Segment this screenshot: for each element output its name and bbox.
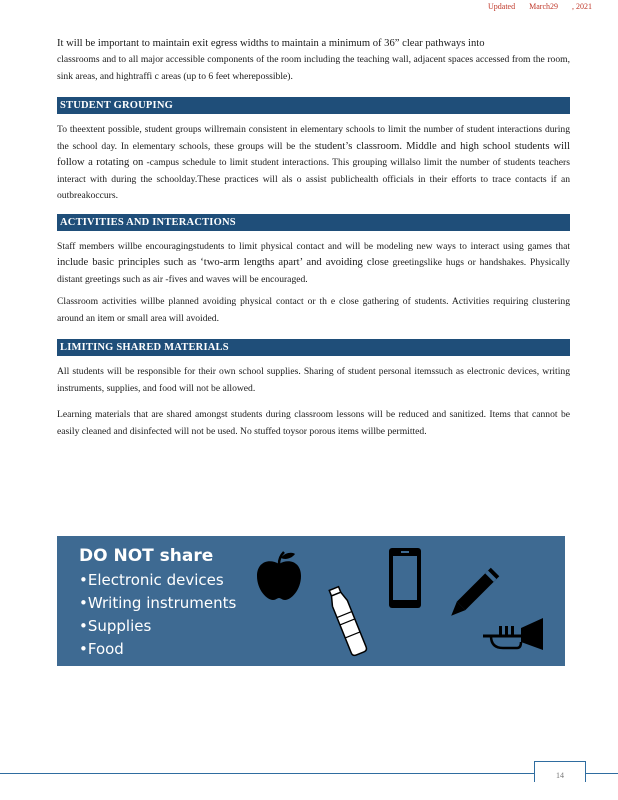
sg-text-1: To theextent possible, student groups willremain consistent in elementary schools to limit the number of student interactions during the school day. In elementary schools, these groups will be the	[57, 124, 570, 152]
sg-text-emph: student’s classroom. Middle and high school students will follow a rotating on	[57, 140, 571, 168]
updated-date	[488, 2, 592, 11]
water-bottle-icon	[325, 582, 369, 660]
do-not-share-banner	[57, 536, 565, 666]
act-text-1: Staff members willbe encouragingstudents to limit physical contact and will be modeling new ways to interact using games that	[57, 240, 570, 252]
sg-text-rest: -campus schedule to limit student interactions. This grouping willalso limit the number of students teachers interact with during the schoolday.These practices will als o assist publichealth officials in their efforts to trace contacts if an outbreakoccurs.	[57, 157, 570, 201]
student-grouping-paragraph	[57, 122, 570, 205]
act-text-emph: include basic principles such as ‘two-arm lengths apart’ and avoiding close	[57, 257, 389, 268]
intro-line2: classrooms and to all major accessible components of the room including the teaching wall, adjacent spaces accessed from the room, sink areas, and hightraffi c areas (up to 6 feet wherepossible).	[57, 54, 570, 82]
banner-title: DO NOT share	[79, 546, 214, 566]
limiting-paragraph-2: Learning materials that are shared amongst students during classroom lessons will be reduced and sanitized. Items that cannot be easily cleaned and disinfected will not be used. No stuffed toysor porous items willbe permitted.	[57, 409, 570, 437]
section-heading-limiting: LIMITING SHARED MATERIALS	[57, 339, 570, 356]
banner-item-food: • Food	[79, 638, 236, 661]
trumpet-icon	[481, 616, 547, 652]
phone-icon	[387, 546, 423, 610]
section-heading-activities: ACTIVITIES AND INTERACTIONS	[57, 214, 570, 231]
banner-item-supplies: • Supplies	[79, 615, 236, 638]
activities-paragraph-1	[57, 239, 570, 289]
updated-year: , 2021	[572, 2, 592, 11]
document-body	[57, 36, 570, 440]
updated-month-day: March29	[529, 2, 558, 11]
page-number-box	[534, 761, 586, 782]
apple-icon	[255, 550, 303, 602]
page-number: 14	[556, 771, 564, 780]
intro-line1: It will be important to maintain exit egress widths to maintain a minimum of 36” clear pathways into	[57, 38, 485, 49]
banner-item-writing: • Writing instruments	[79, 592, 236, 615]
banner-item-electronic: • Electronic devices	[79, 569, 236, 592]
banner-text	[79, 546, 236, 661]
limiting-paragraph-1: All students will be responsible for their own school supplies. Sharing of student personal itemssuch as electronic devices, writing instruments, supplies, and food will not be allowed.	[57, 366, 570, 394]
act-text-rest: greetingslike hugs or handshakes. Physically distant greetings such as air -fives and waves will be encouraged.	[57, 257, 570, 285]
footer-rule	[0, 773, 618, 774]
activities-paragraph-2: Classroom activities willbe planned avoiding physical contact or th e close gathering of students. Activities requiring clustering around an item or small area will avoided.	[57, 296, 570, 324]
section-heading-student-grouping: STUDENT GROUPING	[57, 97, 570, 114]
updated-label: Updated	[488, 2, 516, 11]
